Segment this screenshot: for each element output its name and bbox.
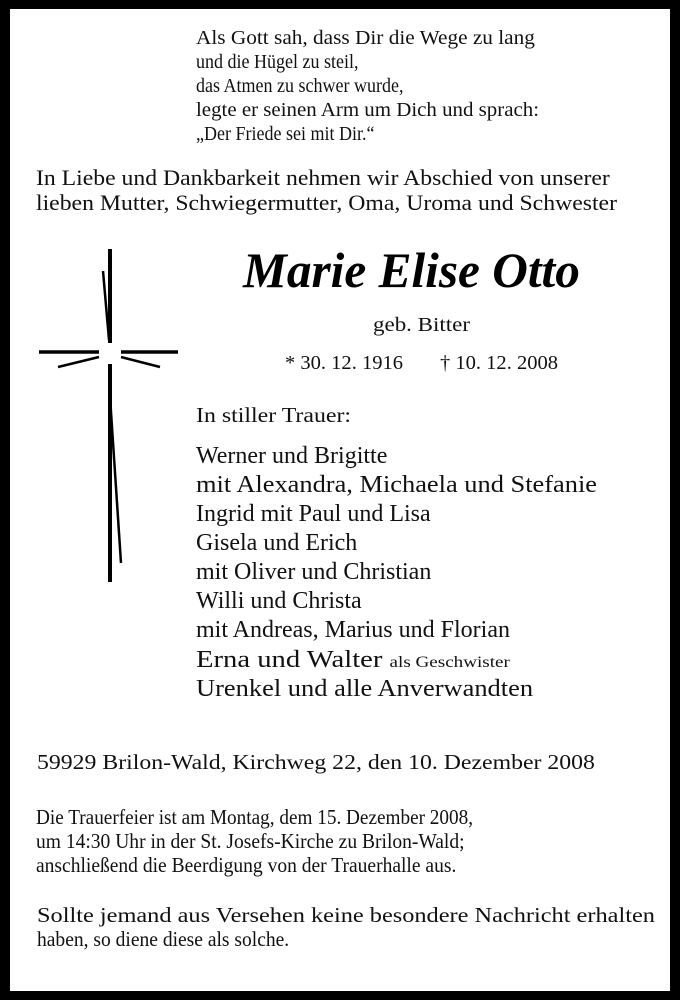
closing-line: haben, so diene diese als solche. [37,927,290,951]
mourner-names: Erna und Walter [196,647,383,673]
mourner-line: Willi und Christa [196,588,362,614]
death-date: † 10. 12. 2008 [440,352,558,374]
mourners-heading: In stiller Trauer: [196,403,352,427]
mourner-line: mit Alexandra, Michaela und Stefanie [196,472,598,498]
birth-date: * 30. 12. 1916 [285,352,403,374]
mourner-line: Urenkel und alle Anverwandten [196,676,534,702]
maiden-name: geb. Bitter [373,314,471,336]
poem-line: „Der Friede sei mit Dir.“ [196,123,375,145]
mourner-line: Gisela und Erich [196,530,358,556]
mourner-line: Ingrid mit Paul und Lisa [196,501,431,527]
poem-line: das Atmen zu schwer wurde, [196,75,404,97]
mourner-line: Werner und Brigitte [196,443,388,469]
mourner-line-siblings [196,648,510,672]
funeral-line: um 14:30 Uhr in der St. Josefs-Kirche zu Brilon-Wald; [36,829,465,853]
mourner-line: mit Andreas, Marius und Florian [196,617,510,643]
address-line: 59929 Brilon-Wald, Kirchweg 22, den 10. Dezember 2008 [37,750,595,774]
mourner-line: mit Oliver und Christian [196,559,432,585]
siblings-note: als Geschwister [389,654,510,671]
intro-line: lieben Mutter, Schwiegermutter, Oma, Uroma und Schwester [36,190,617,215]
funeral-line: anschließend die Beerdigung von der Trauerhalle aus. [36,853,457,877]
funeral-line: Die Trauerfeier ist am Montag, dem 15. Dezember 2008, [36,805,474,829]
poem-line: und die Hügel zu steil, [196,51,359,73]
closing-line: Sollte jemand aus Versehen keine besondere Nachricht erhalten [37,903,655,927]
deceased-name: Marie Elise Otto [243,242,580,298]
intro-line: In Liebe und Dankbarkeit nehmen wir Abschied von unserer [36,165,610,190]
poem-line: Als Gott sah, dass Dir die Wege zu lang [196,27,535,49]
poem-line: legte er seinen Arm um Dich und sprach: [196,99,540,121]
